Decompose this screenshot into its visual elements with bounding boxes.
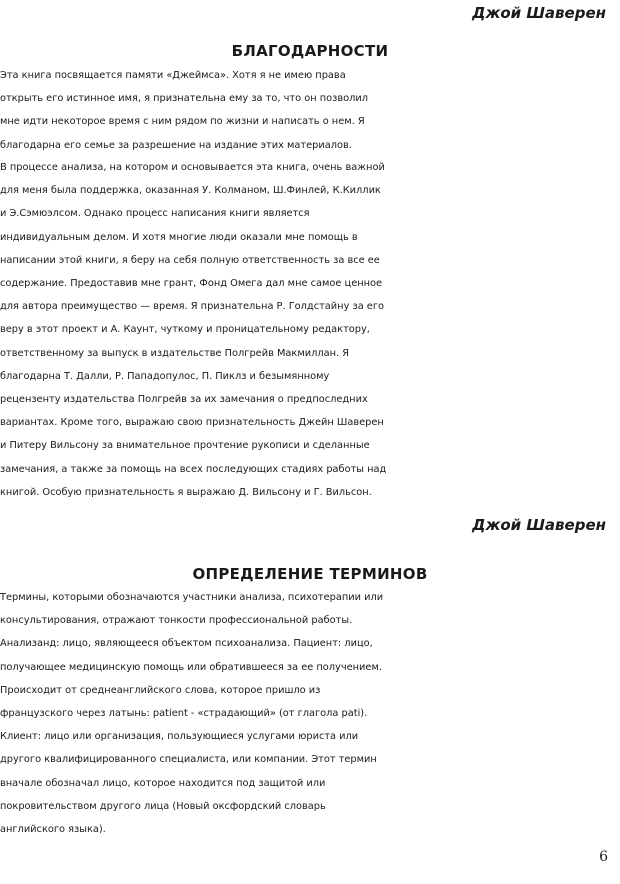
page-number: 6 — [599, 849, 608, 865]
text-line: индивидуальным делом. И хотя многие люди оказали мне помощь в — [0, 231, 358, 243]
text-line: получающее медицинскую помощь или обратившееся за ее получением. — [0, 661, 382, 673]
text-line: рецензенту издательства Полгрейв за их замечания о предпоследних — [0, 394, 368, 406]
text-line: вариантах. Кроме того, выражаю свою признательность Джейн Шаверен — [0, 417, 384, 429]
acknowledgements-paragraph-1 — [0, 64, 620, 157]
terms-paragraph — [0, 586, 620, 841]
text-line: содержание. Предоставив мне грант, Фонд Омега дал мне самое ценное — [0, 278, 383, 290]
text-line: В процессе анализа, на котором и основывается эта книга, очень важной — [0, 162, 385, 173]
text-line: написании этой книги, я беру на себя полную ответственность за все ее — [0, 254, 380, 266]
text-line: французского через латынь: patient - «страдающий» (от глагола pati). — [0, 708, 368, 720]
text-line: ответственному за выпуск в издательстве Полгрейв Макмиллан. Я — [0, 347, 350, 359]
acknowledgements-signature: Джой Шаверен — [472, 516, 606, 534]
terms-heading: ОПРЕДЕЛЕНИЕ ТЕРМИНОВ — [192, 565, 428, 583]
text-line: книгой. Особую признательность я выражаю Д. Вильсону и Г. Вильсон. — [0, 486, 372, 498]
text-line: покровительством другого лица (Новый оксфордский словарь — [0, 800, 326, 812]
text-line: благодарна его семье за разрешение на издание этих материалов. — [0, 139, 352, 151]
text-line: Анализанд: лицо, являющееся объектом психоанализа. Пациент: лицо, — [0, 638, 373, 650]
text-line: Клиент: лицо или организация, пользующиеся услугами юриста или — [0, 731, 359, 743]
text-line: Термины, которыми обозначаются участники анализа, психотерапии или — [0, 592, 384, 603]
text-line: для автора преимущество — время. Я признательна Р. Голдстайну за его — [0, 301, 384, 313]
text-line: английского языка). — [0, 824, 106, 836]
text-line: для меня была поддержка, оказанная У. Колманом, Ш.Финлей, К.Киллик — [0, 185, 381, 197]
running-header-author: Джой Шаверен — [472, 4, 606, 22]
text-line: Происходит от среднеанглийского слова, которое пришло из — [0, 684, 321, 696]
text-line: вначале обозначал лицо, которое находится под защитой или — [0, 777, 326, 789]
text-line: консультирования, отражают тонкости профессиональной работы. — [0, 615, 353, 627]
text-line: открыть его истинное имя, я признательна ему за то, что он позволил — [0, 93, 368, 105]
text-line: замечания, а также за помощь на всех последующих стадиях работы над — [0, 463, 387, 475]
acknowledgements-heading: БЛАГОДАРНОСТИ — [231, 42, 389, 60]
text-line: благодарна Т. Далли, Р. Пападопулос, П. Пиклз и безымянному — [0, 370, 330, 382]
text-line: Эта книга посвящается памяти «Джеймса». Хотя я не имею права — [0, 70, 346, 81]
acknowledgements-paragraph-2 — [0, 156, 620, 504]
text-line: веру в этот проект и А. Каунт, чуткому и проницательному редактору, — [0, 324, 370, 336]
text-line: и Питеру Вильсону за внимательное прочтение рукописи и сделанные — [0, 440, 370, 452]
text-line: мне идти некоторое время с ним рядом по жизни и написать о нем. Я — [0, 116, 365, 128]
text-line: и Э.Сэмюэлсом. Однако процесс написания книги является — [0, 208, 310, 220]
text-line: другого квалифицированного специалиста, или компании. Этот термин — [0, 754, 377, 766]
